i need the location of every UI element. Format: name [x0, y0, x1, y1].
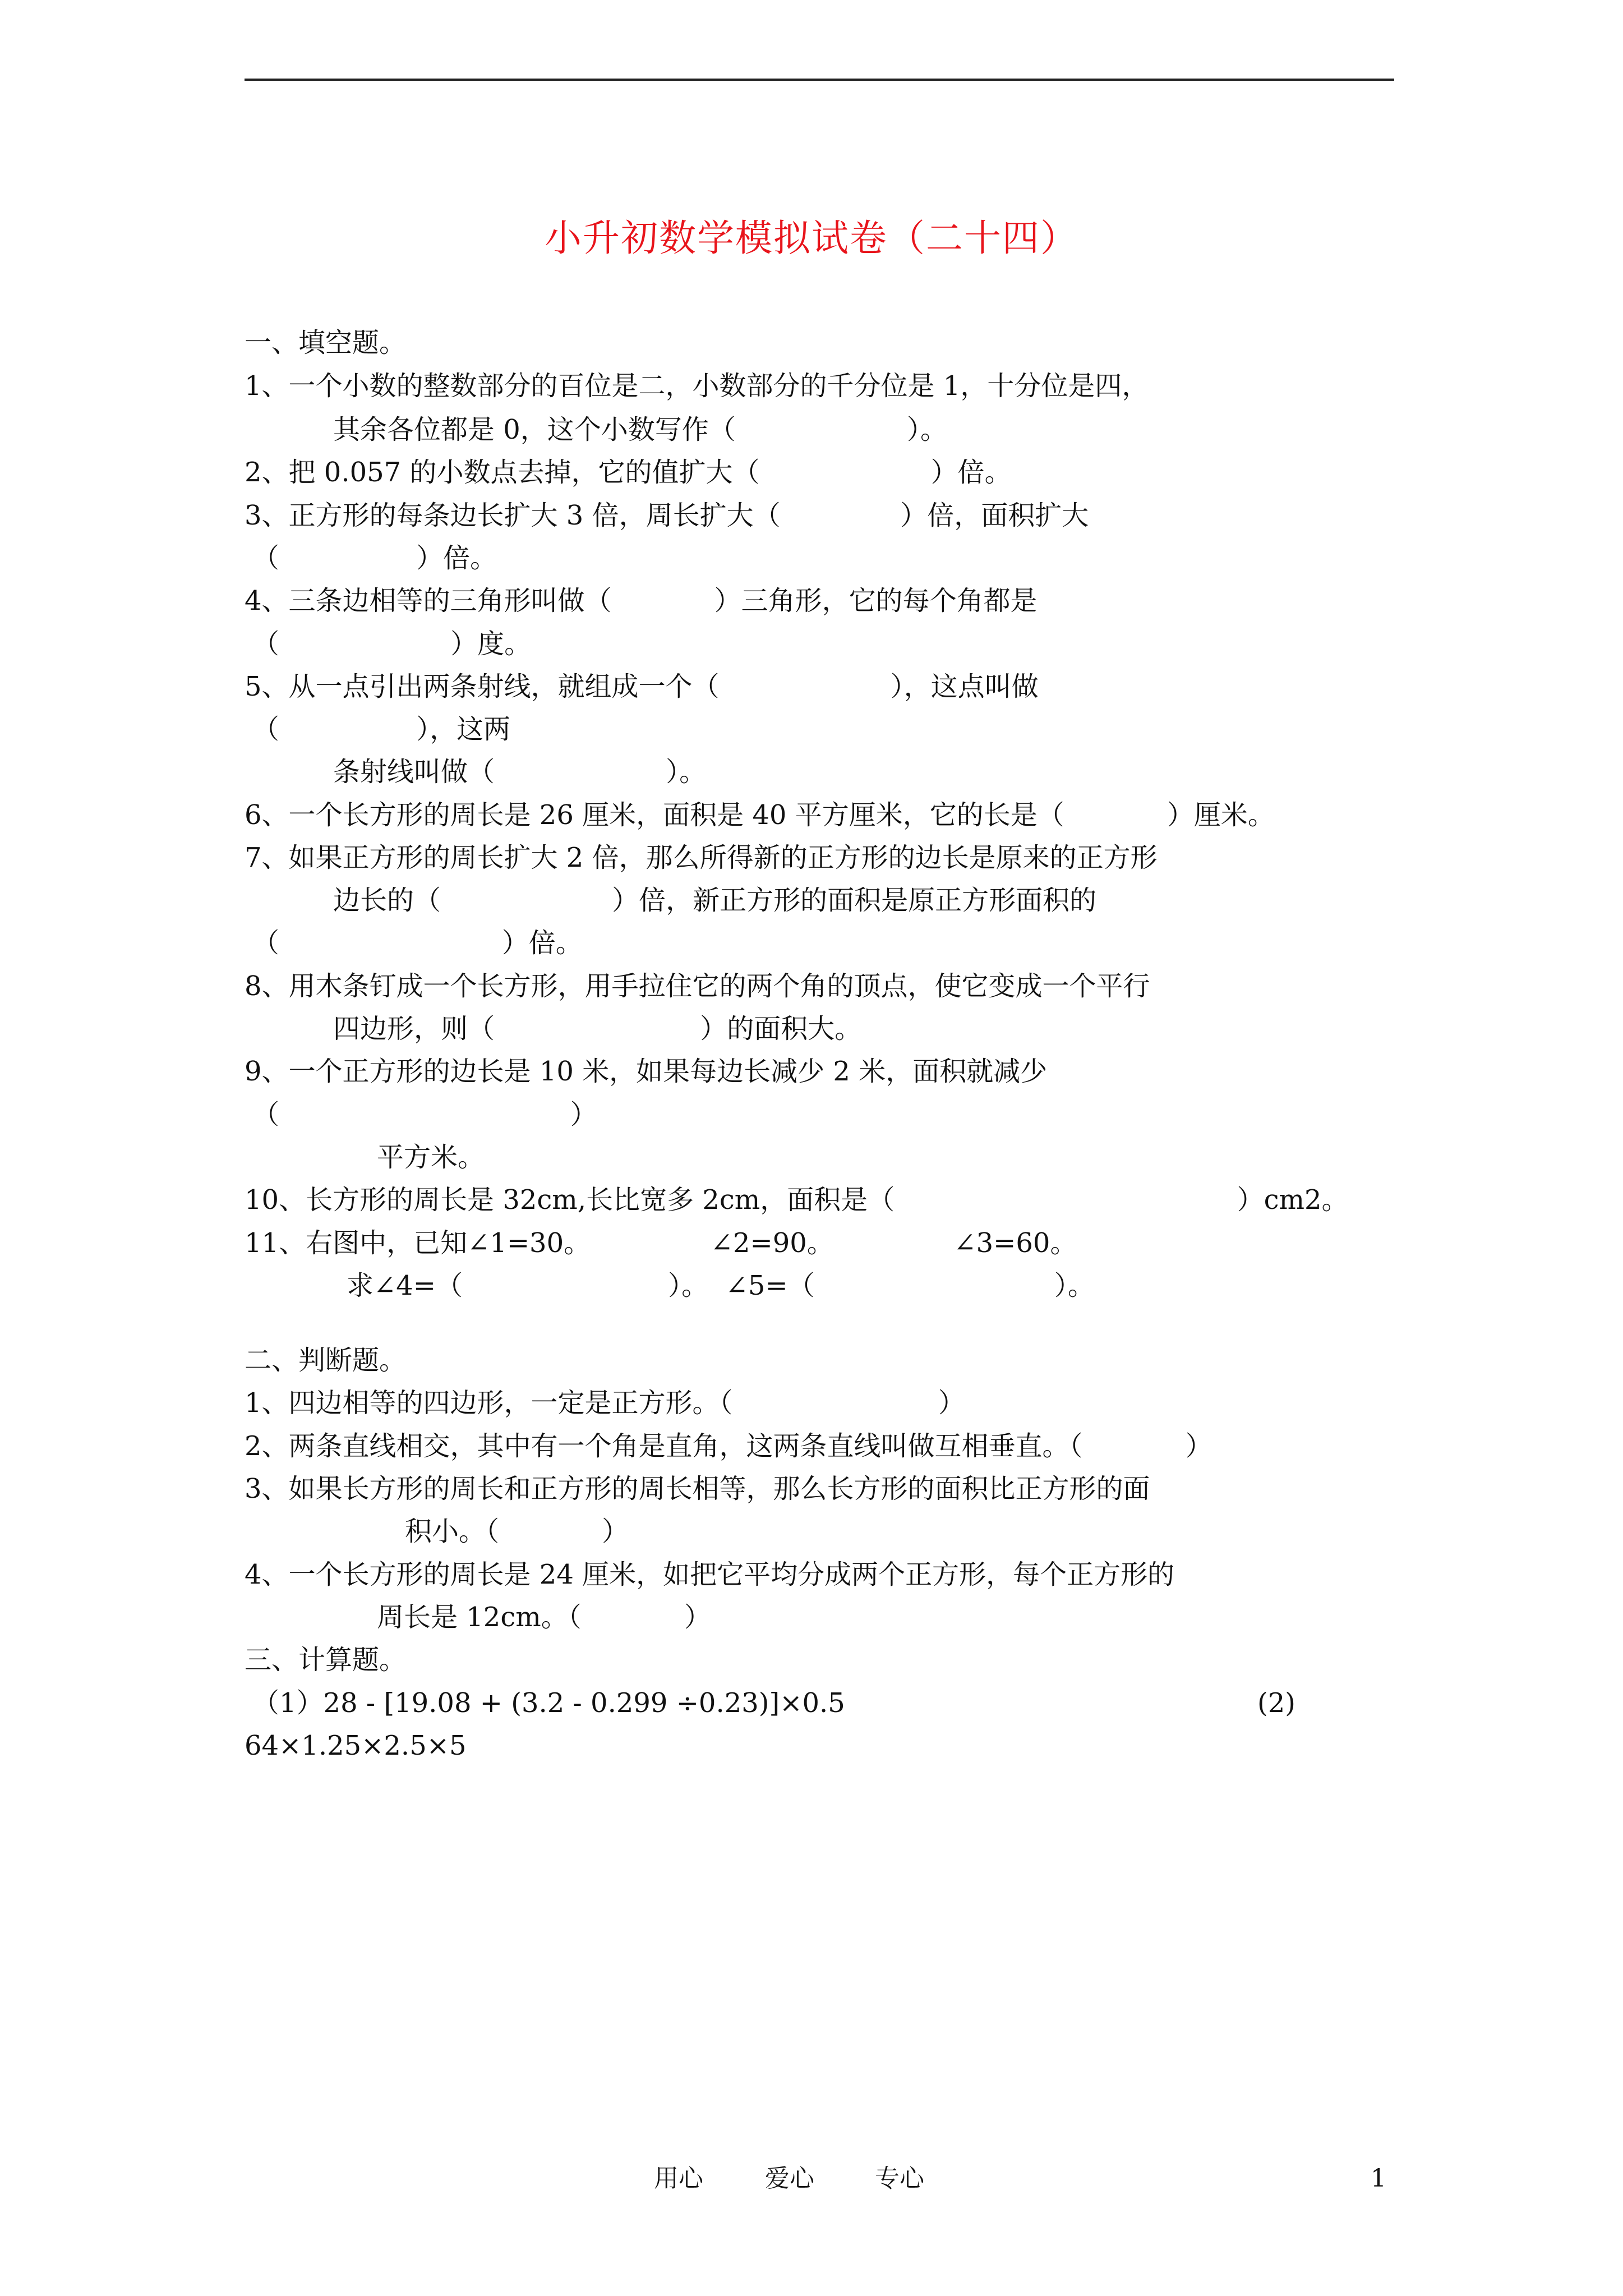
calculation-1: （1）28 - [19.08 + (3.2 - 0.299 ÷0.23)]×0.5: [252, 1687, 845, 1719]
footer-word-1: 用心: [654, 2164, 703, 2193]
calculation-2-label: (2): [1257, 1687, 1295, 1719]
question-3-cont: （ ）倍。: [252, 542, 497, 574]
question-4-cont: （ ）度。: [252, 628, 532, 660]
judgement-4-cont: 周长是 12cm。（ ）: [377, 1602, 711, 1633]
question-5: 5、从一点引出两条射线，就组成一个（ ），这点叫做: [245, 671, 1039, 702]
judgement-3: 3、如果长方形的周长和正方形的周长相等，那么长方形的面积比正方形的面: [245, 1473, 1150, 1504]
question-7-cont2: （ ）倍。: [252, 927, 583, 959]
question-1: 1、一个小数的整数部分的百位是二，小数部分的千分位是 1，十分位是四，: [245, 370, 1149, 402]
question-8-cont: 四边形，则（ ）的面积大。: [333, 1013, 862, 1045]
question-3: 3、正方形的每条边长扩大 3 倍，周长扩大（ ）倍，面积扩大: [245, 500, 1089, 531]
page-number: 1: [1371, 2164, 1386, 2193]
page-title: 小升初数学模拟试卷（二十四）: [545, 217, 1078, 260]
header-rule: [245, 79, 1394, 81]
judgement-2: 2、两条直线相交，其中有一个角是直角，这两条直线叫做互相垂直。（ ）: [245, 1430, 1212, 1462]
question-5-cont2: 条射线叫做（ ）。: [333, 756, 707, 788]
question-9-cont: （ ）: [252, 1099, 597, 1130]
section-heading-calculation: 三、计算题。: [245, 1644, 407, 1676]
footer-word-2: 爱心: [765, 2164, 814, 2193]
judgement-3-cont: 积小。（ ）: [405, 1516, 629, 1547]
question-9-cont2: 平方米。: [377, 1142, 485, 1173]
question-11: 11、右图中，已知∠1=30。 ∠2=90。 ∠3=60。: [245, 1227, 1077, 1259]
section-heading-fill-in: 一、填空题。: [245, 327, 407, 358]
question-7-cont: 边长的（ ）倍，新正方形的面积是原正方形面积的: [333, 885, 1097, 916]
question-11-cont: 求∠4=（ ）。 ∠5=（ ）。: [347, 1270, 1095, 1301]
judgement-4: 4、一个长方形的周长是 24 厘米，如把它平均分成两个正方形，每个正方形的: [245, 1559, 1175, 1590]
question-4: 4、三条边相等的三角形叫做（ ）三角形，它的每个角都是: [245, 585, 1038, 616]
calculation-2: 64×1.25×2.5×5: [245, 1730, 467, 1761]
question-9: 9、一个正方形的边长是 10 米，如果每边长减少 2 米，面积就减少: [245, 1056, 1048, 1087]
question-2: 2、把 0.057 的小数点去掉，它的值扩大（ ）倍。: [245, 457, 1012, 488]
question-5-cont: （ ），这两: [252, 714, 511, 745]
question-1-cont: 其余各位都是 0，这个小数写作（ ）。: [333, 414, 947, 445]
footer-word-3: 专心: [875, 2164, 924, 2193]
question-10: 10、长方形的周长是 32cm,长比宽多 2cm，面积是（ ）cm2。: [245, 1184, 1349, 1216]
question-6: 6、一个长方形的周长是 26 厘米，面积是 40 平方厘米，它的长是（ ）厘米。: [245, 799, 1275, 831]
section-heading-judgement: 二、判断题。: [245, 1345, 407, 1376]
question-8: 8、用木条钉成一个长方形，用手拉住它的两个角的顶点，使它变成一个平行: [245, 970, 1150, 1002]
judgement-1: 1、四边相等的四边形，一定是正方形。（ ）: [245, 1387, 965, 1419]
question-7: 7、如果正方形的周长扩大 2 倍，那么所得新的正方形的边长是原来的正方形: [245, 842, 1158, 873]
